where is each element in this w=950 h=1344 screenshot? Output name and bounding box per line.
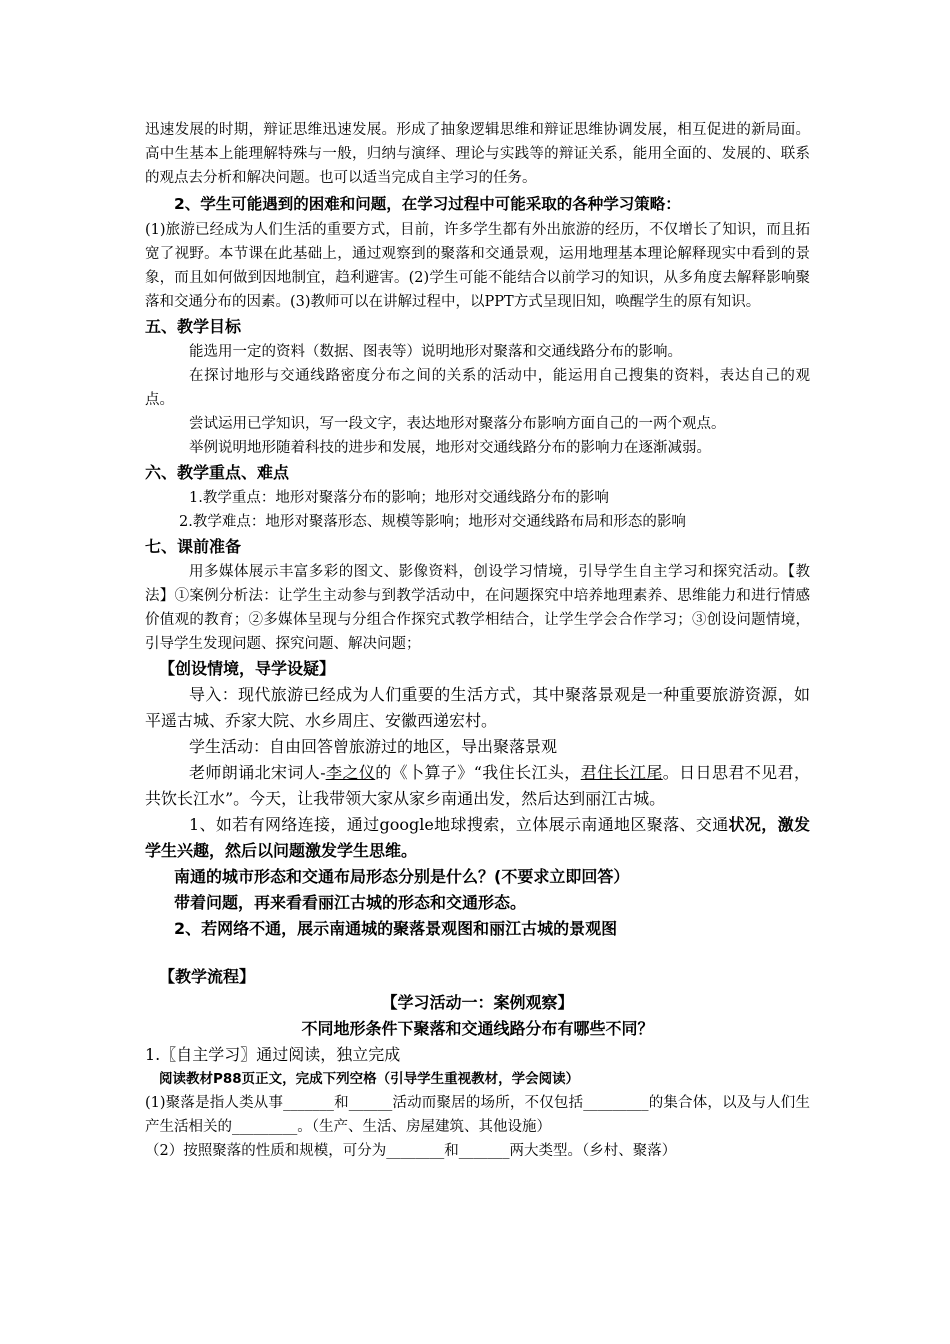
- step1-bold-text: 状况，激发学生兴趣，然后以问题激发学生思维。: [145, 815, 810, 860]
- intro-paragraph: 迅速发展的时期，辩证思维迅速发展。形成了抽象逻辑思维和辩证思维协调发展，相互促进的新局面。高中生基本上能理解特殊与一般，归纳与演绎、理论与实践等的辩证关系，能用全面的、发展的、联系的观点去分析和解决问题。也可以适当完成自主学习的任务。: [145, 122, 810, 186]
- activity-title: 【学习活动一：案例观察】: [381, 993, 574, 1012]
- poem-text-b: 的《卜算子》“我住长江头，: [375, 763, 581, 782]
- goal-item: 举例说明地形随着科技的进步和发展，地形对交通线路分布的影响力在逐渐减弱。: [189, 440, 711, 456]
- spacer: [145, 942, 810, 964]
- poet-link[interactable]: 李之仪: [325, 763, 376, 782]
- scene-question-2: 带着问题，再来看看丽江古城的形态和交通形态。: [174, 893, 527, 912]
- difficulties-heading: 2、学生可能遇到的困难和问题，在学习过程中可能采取的各种学习策略：: [174, 195, 681, 213]
- prep-paragraph: 用多媒体展示丰富多彩的图文、影像资料，创设学习情境，引导学生自主学习和探究活动。【教法】①案例分析法：让学生主动参与到教学活动中，在问题探究中培养地理素养、思维能力和进行情感价值观的教育；②多媒体呈现与分组合作探究式教学相结合，让学生学会合作学习；③创设问题情境，引导学生发现问题、探究问题、解决问题；: [145, 564, 810, 652]
- scene-intro: 导入：现代旅游已经成为人们重要的生活方式，其中聚落景观是一种重要旅游资源，如平遥古城、乔家大院、水乡周庄、安徽西递宏村。: [145, 685, 810, 730]
- prep-heading: 七、课前准备: [145, 537, 242, 556]
- fill-blank-2: （2）按照聚落的性质和规模，可分为________和_______两大类型。（乡村、聚落）: [145, 1143, 677, 1159]
- scene-activity: 学生活动：自由回答曾旅游过的地区，导出聚落景观: [189, 737, 558, 756]
- goals-heading: 五、教学目标: [145, 317, 242, 336]
- poem-text-a: 老师朗诵北宋词人-: [189, 763, 326, 782]
- document-page: [145, 118, 810, 1163]
- scene-step1: [145, 812, 810, 864]
- difficulties-paragraph: (1)旅游已经成为人们生活的重要方式，目前，许多学生都有外出旅游的经历，不仅增长了知识，而且拓宽了视野。本节课在此基础上，通过观察到的聚落和交通景观，运用地理基本理论解释现实中看到的景象，而且如何做到因地制宜，趋利避害。(2)学生可能不能结合以前学习的知识，从多角度去解释影响聚落和交通分布的因素。(3)教师可以在讲解过程中，以PPT方式呈现旧知，唤醒学生的原有知识。: [145, 222, 810, 310]
- self-study-label: 1.〖自主学习〗通过阅读，独立完成: [145, 1045, 401, 1064]
- goal-item: 能选用一定的资料（数据、图表等）说明地形对聚落和交通线路分布的影响。: [189, 344, 682, 360]
- goal-item: 尝试运用已学知识，写一段文字，表达地形对聚落分布影响方面自己的一两个观点。: [189, 416, 726, 432]
- teaching-focus: 1.教学重点：地形对聚落分布的影响；地形对交通线路分布的影响: [189, 490, 609, 506]
- scene-poem: [145, 760, 810, 812]
- teaching-difficulty: 2.教学难点：地形对聚落形态、规模等影响；地形对交通线路布局和形态的影响: [179, 514, 686, 530]
- fill-blank-1: (1)聚落是指人类从事_______和______活动而聚居的场所，不仅包括_________的集合体，以及与人们生产生活相关的_________。（生产、生活、房屋建筑、其他设施）: [145, 1095, 810, 1135]
- scene-question-1: 南通的城市形态和交通布局形态分别是什么？(不要求立即回答）: [174, 867, 630, 886]
- keys-heading: 六、教学重点、难点: [145, 463, 290, 482]
- poem-text-c: 。日日思君不见君，共饮长江水”。今天，让我带领大家从家乡南通出发，然后达到丽江古城。: [145, 763, 810, 808]
- poem-line-link[interactable]: 君住长江尾: [580, 763, 663, 782]
- goal-item: 在探讨地形与交通线路密度分布之间的关系的活动中，能运用自己搜集的资料，表达自己的观点。: [145, 368, 810, 408]
- scene-heading: 【创设情境，导学设疑】: [159, 659, 336, 678]
- step1-text: 1、如若有网络连接，通过google地球搜索，立体展示南通地区聚落、交通: [189, 815, 729, 834]
- flow-heading: 【教学流程】: [159, 967, 256, 986]
- reading-instruction: 阅读教材P88页正文，完成下列空格（引导学生重视教材，学会阅读）: [159, 1071, 580, 1087]
- activity-question: 不同地形条件下聚落和交通线路分布有哪些不同？: [301, 1019, 654, 1038]
- scene-step2: 2、若网络不通，展示南通城的聚落景观图和丽江古城的景观图: [174, 919, 618, 938]
